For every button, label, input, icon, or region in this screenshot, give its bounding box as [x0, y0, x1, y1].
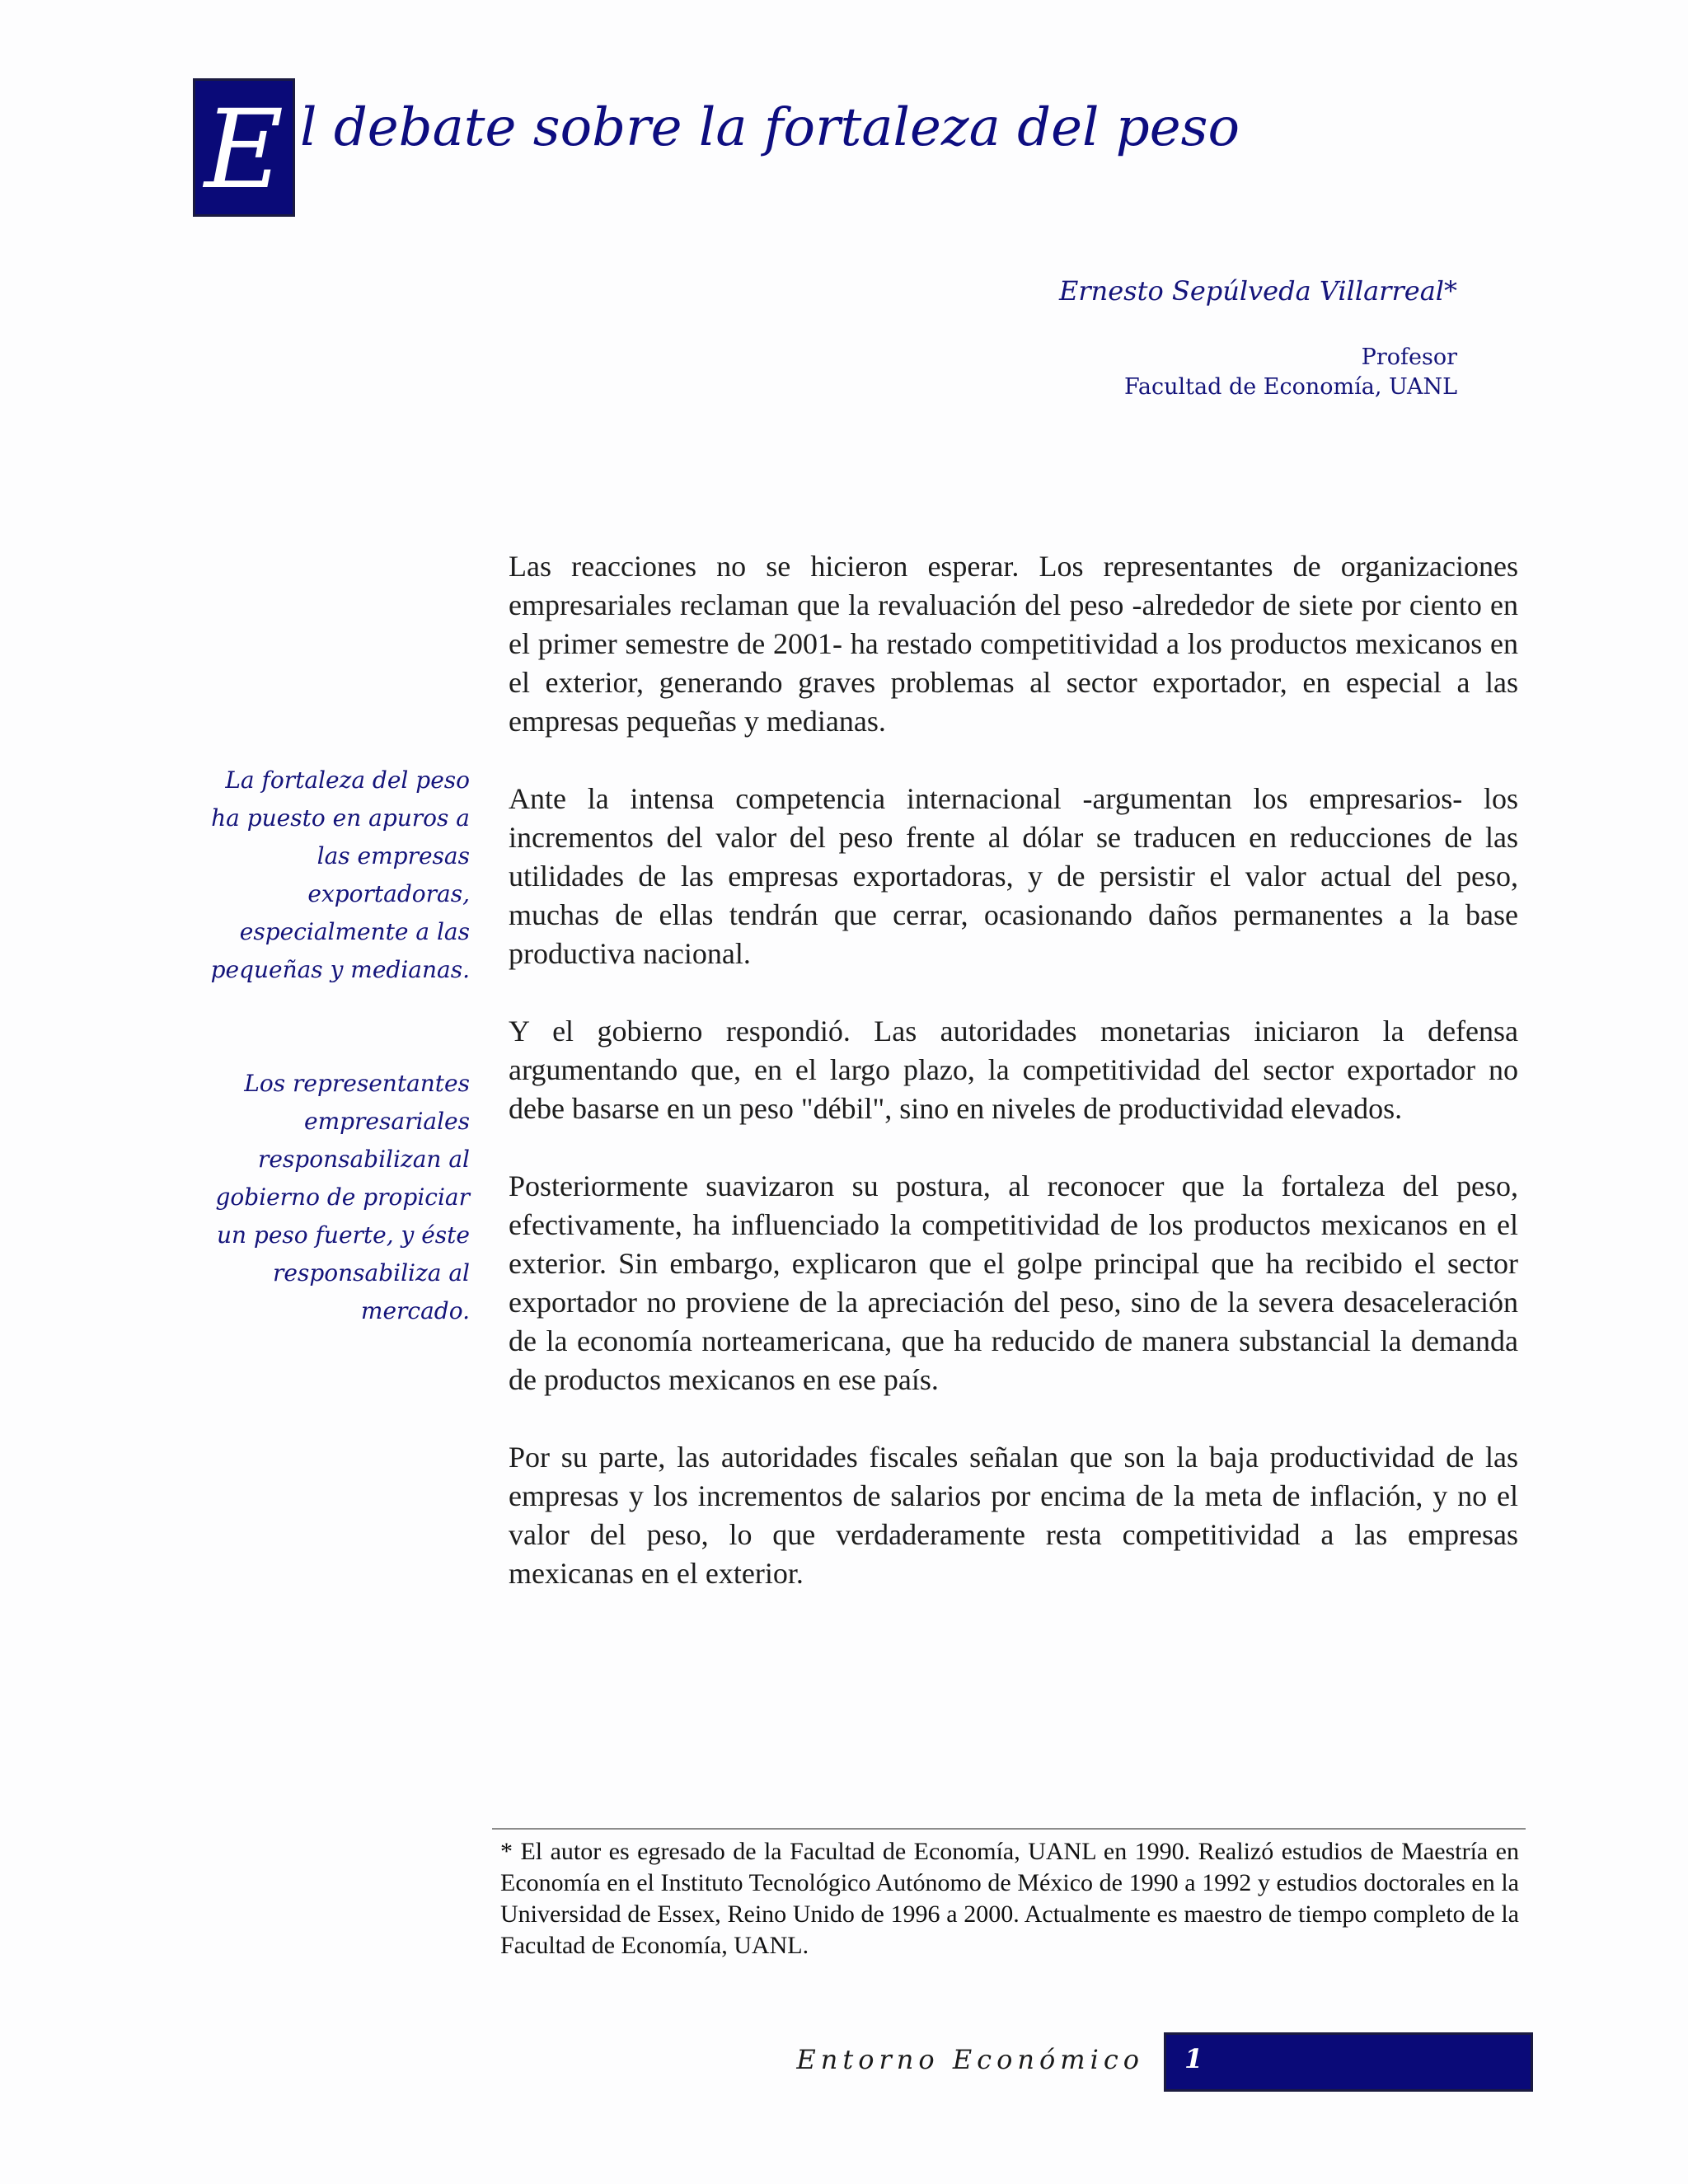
body-paragraph-3: Y el gobierno respondió. Las autoridades monetarias iniciaron la defensa argumentando que, en el largo plazo, la competitividad del sector exportador no debe basarse en un peso "débil", sino en niveles de productividad elevados. [509, 1015, 1518, 1125]
article-title [193, 78, 1512, 218]
author-affiliation [1124, 343, 1457, 402]
page-number-box [1164, 2032, 1533, 2092]
body-paragraph-5: Por su parte, las autoridades fiscales señalan que son la baja productividad de las empresas y los incrementos de salarios por encima de la meta de inflación, y no el valor del peso, lo que verdaderamente resta competitividad a las empresas mexicanas en el exterior. [509, 1441, 1518, 1590]
affiliation-role: Profesor [1361, 344, 1457, 370]
body-paragraph-4: Posteriormente suavizaron su postura, al reconocer que la fortaleza del peso, efectivamente, ha influenciado la competitividad de los productos mexicanos en el exterior. Sin embargo, explicaron que el golpe principal que ha recibido el sector exportador no proviene de la apreciación del peso, sino de la severa desaceleración de la economía norteamericana, que ha reducido de manera substancial la demanda de productos mexicanos en ese país. [509, 1169, 1518, 1396]
journal-name: Entorno Económico [796, 2044, 1144, 2075]
page-number: 1 [1184, 2043, 1203, 2074]
author-footnote: * El autor es egresado de la Facultad de Economía, UANL en 1990. Realizó estudios de Maestría en Economía en el Instituto Tecnológico Autónomo de México de 1990 a 1992 y estudios doctorales en la Universidad de Essex, Reino Unido de 1996 a 2000. Actualmente es maestro de tiempo completo de la Facultad de Economía, UANL. [500, 1838, 1519, 1959]
sidebar-pullquote-1: La fortaleza del peso ha puesto en apuros a las empresas exportadoras, especialmente a las pequeñas y medianas. [210, 766, 470, 983]
article-body [509, 547, 1518, 1632]
sidebar-pullquote-2: Los representantes empresariales responsabilizan al gobierno de propiciar un peso fuerte, y éste responsabiliza al mercado. [215, 1070, 470, 1324]
title-dropcap: E [193, 78, 295, 217]
body-paragraph-1: Las reacciones no se hicieron esperar. Los representantes de organizaciones empresariales reclaman que la revaluación del peso -alrededor de siete por ciento en el primer semestre de 2001- ha restado competitividad a los productos mexicanos en el exterior, generando graves problemas al sector exportador, en especial a las empresas pequeñas y medianas. [509, 550, 1518, 738]
title-text: l debate sobre la fortaleza del peso [300, 97, 1240, 158]
body-paragraph-2: Ante la intensa competencia internacional -argumentan los empresarios- los incrementos del valor del peso frente al dólar se traducen en reducciones de las utilidades de las empresas exportadoras, y de persistir el valor actual del peso, muchas de ellas tendrán que cerrar, ocasionando daños permanentes a la base productiva nacional. [509, 782, 1518, 970]
affiliation-institution: Facultad de Economía, UANL [1123, 374, 1457, 400]
footnote-divider [492, 1828, 1526, 1830]
author-name: Ernesto Sepúlveda Villarreal* [1058, 275, 1457, 307]
